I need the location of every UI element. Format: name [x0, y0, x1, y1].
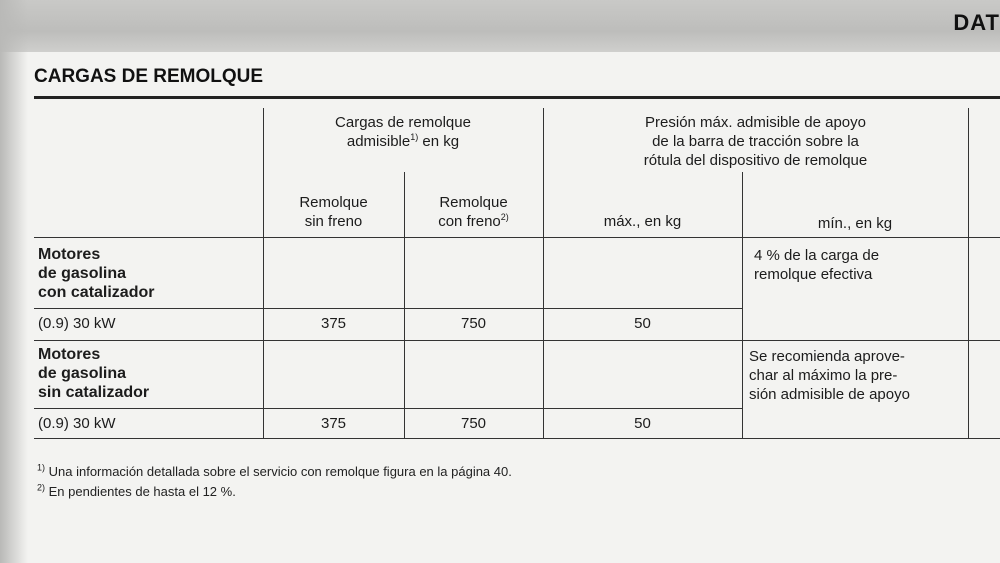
footnote-1 — [37, 464, 512, 479]
pressure-group-header — [543, 113, 968, 170]
min-note-catalyst — [754, 246, 966, 284]
max-value: 50 — [634, 415, 651, 432]
section-title-line: sin catalizador — [38, 384, 150, 401]
footnote-text: Una información detallada sobre el servicio con remolque figura en la página 40. — [45, 464, 512, 479]
section-title-line: de gasolina — [38, 265, 127, 282]
pressure-group-header-line3: rótula del dispositivo de remolque — [643, 152, 868, 169]
engine-cell: (0.9) 30 kW — [38, 315, 116, 332]
table-vline — [263, 108, 264, 438]
footnote-2 — [37, 484, 236, 499]
section-title: CARGAS DE REMOLQUE — [34, 66, 264, 87]
section-title-no-catalyst — [38, 345, 258, 402]
loads-group-header — [263, 113, 543, 151]
with-brake-header-line1: Remolque — [439, 194, 508, 211]
footnote-mark: 2) — [37, 482, 46, 493]
min-note-recommendation — [749, 347, 967, 404]
table-hline — [34, 438, 1000, 439]
pressure-group-header-line2: de la barra de tracción sobre la — [652, 133, 859, 150]
engine-cell: (0.9) 30 kW — [38, 415, 116, 432]
with-brake-header-text: con freno — [438, 213, 501, 230]
section-title-line: Motores — [38, 346, 101, 363]
table-hline — [34, 308, 742, 309]
loads-group-header-admisible: admisible — [346, 133, 411, 150]
max-value: 50 — [634, 315, 651, 332]
min-note-line: char al máximo la pre- — [749, 367, 898, 384]
min-note-line: Se recomienda aprove- — [749, 348, 905, 365]
min-note-line: 4 % de la carga de — [754, 247, 880, 264]
loads-group-header-unit: en kg — [418, 133, 460, 150]
table-hline — [34, 340, 1000, 341]
section-title-line: con catalizador — [38, 284, 155, 301]
loads-group-header-line2 — [263, 132, 543, 151]
min-note-line: remolque efectiva — [754, 266, 873, 283]
no-brake-header — [263, 193, 404, 231]
with-brake-value: 750 — [460, 415, 487, 432]
loads-group-header-line1: Cargas de remolque — [335, 114, 471, 131]
no-brake-value: 375 — [320, 415, 347, 432]
pressure-group-header-line1: Presión máx. admisible de apoyo — [645, 114, 866, 131]
header-section-tab: DAT — [953, 10, 1000, 35]
table-vline — [968, 108, 969, 438]
table-hline — [34, 408, 742, 409]
min-header: mín., en kg — [817, 215, 893, 232]
no-brake-value: 375 — [320, 315, 347, 332]
min-note-line: sión admisible de apoyo — [749, 386, 910, 403]
with-brake-value: 750 — [460, 315, 487, 332]
table-hline — [34, 237, 1000, 238]
with-brake-header — [404, 193, 543, 231]
section-title-line: Motores — [38, 246, 101, 263]
footnote-ref-2: 2) — [500, 212, 509, 222]
section-title-catalyst — [38, 245, 258, 302]
footnote-ref-1: 1) — [410, 132, 419, 142]
section-title-line: de gasolina — [38, 365, 127, 382]
header-bar — [0, 0, 1000, 52]
with-brake-header-line2 — [404, 212, 543, 231]
footnote-mark: 1) — [37, 462, 46, 473]
title-rule — [34, 96, 1000, 99]
page-gutter-shadow — [0, 0, 28, 563]
table-vline — [742, 172, 743, 438]
no-brake-header-line1: Remolque — [299, 194, 368, 211]
max-header: máx., en kg — [603, 213, 682, 230]
footnote-text: En pendientes de hasta el 12 %. — [45, 484, 236, 499]
no-brake-header-line2: sin freno — [304, 213, 363, 230]
